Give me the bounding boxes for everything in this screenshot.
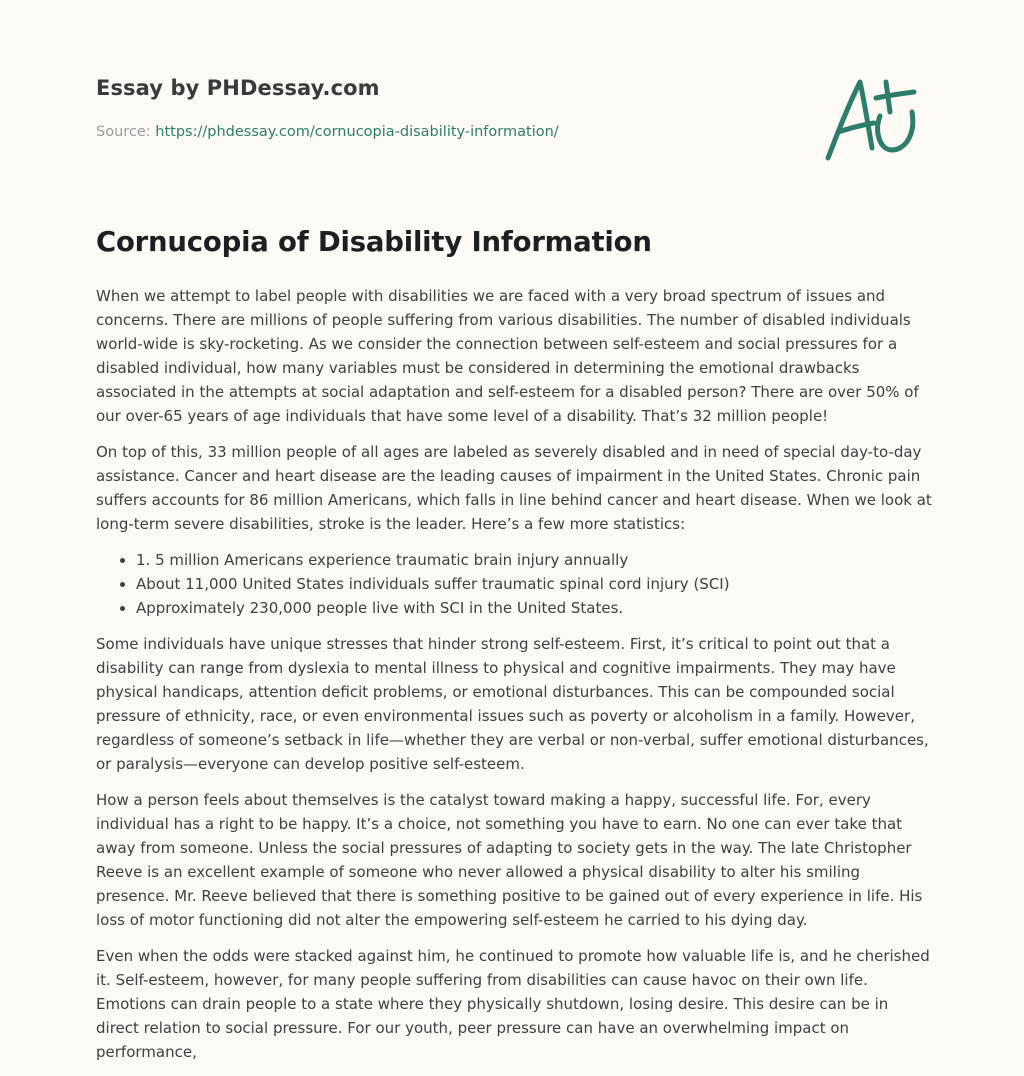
list-item: • 1. 5 million Americans experience traumatic brain injury annually — [136, 548, 932, 572]
a-plus-logo-icon — [824, 70, 924, 162]
essay-title: Cornucopia of Disability Information — [96, 226, 652, 258]
source-link[interactable]: https://phdessay.com/cornucopia-disability-information/ — [155, 124, 559, 140]
paragraph: Even when the odds were stacked against him, he continued to promote how valuable life is, and he cherished it. Self-esteem, however, for many people suffering from disabilities can cause havoc on their own life. Emotions can drain people to a state where they physically shutdown, losing desire. This desire can be in direct relation to social pressure. For our youth, peer pressure can have an overwhelming impact on performance, — [96, 947, 930, 1061]
list-item: • Approximately 230,000 people live with SCI in the United States. — [136, 596, 932, 620]
source-label: Source: — [96, 124, 156, 140]
site-brand: Essay by PHDessay.com — [96, 76, 380, 100]
statistics-list — [96, 548, 932, 620]
paragraph: How a person feels about themselves is the catalyst toward making a happy, successful life. For, every individual has a right to be happy. It’s a choice, not something you have to earn. No one can ever take that away from someone. Unless the social pressures of adapting to society gets in the way. The late Christopher Reeve is an excellent example of someone who never allowed a physical disability to alter his smiling presence. Mr. Reeve believed that there is something positive to be gained out of every experience in life. His loss of motor functioning did not alter the empowering self-esteem he carried to his dying day. — [96, 791, 923, 929]
paragraph: On top of this, 33 million people of all ages are labeled as severely disabled and in need of special day-to-day assistance. Cancer and heart disease are the leading causes of impairment in the United States. Chronic pain suffers accounts for 86 million Americans, which falls in line behind cancer and heart disease. When we look at long-term severe disabilities, stroke is the leader. Here’s a few more statistics: — [96, 443, 932, 533]
list-item: • About 11,000 United States individuals suffer traumatic spinal cord injury (SCI) — [136, 572, 932, 596]
paragraph: When we attempt to label people with disabilities we are faced with a very broad spectrum of issues and concerns. There are millions of people suffering from various disabilities. The number of disabled individuals world-wide is sky-rocketing. As we consider the connection between self-esteem and social pressures for a disabled individual, how many variables must be considered in determining the emotional drawbacks associated in the attempts at social adaptation and self-esteem for a disabled person? There are over 50% of our over-65 years of age individuals that have some level of a disability. That’s 32 million people! — [96, 287, 919, 425]
paragraph: Some individuals have unique stresses that hinder strong self-esteem. First, it’s critical to point out that a disability can range from dyslexia to mental illness to physical and cognitive impairments. They may have physical handicaps, attention deficit problems, or emotional disturbances. This can be compounded social pressure of ethnicity, race, or even environmental issues such as poverty or alcoholism in a family. However, regardless of someone’s setback in life—whether they are verbal or non-verbal, suffer emotional disturbances, or paralysis—everyone can develop positive self-esteem. — [96, 635, 929, 773]
essay-body — [96, 284, 932, 1076]
source-line — [96, 124, 559, 140]
